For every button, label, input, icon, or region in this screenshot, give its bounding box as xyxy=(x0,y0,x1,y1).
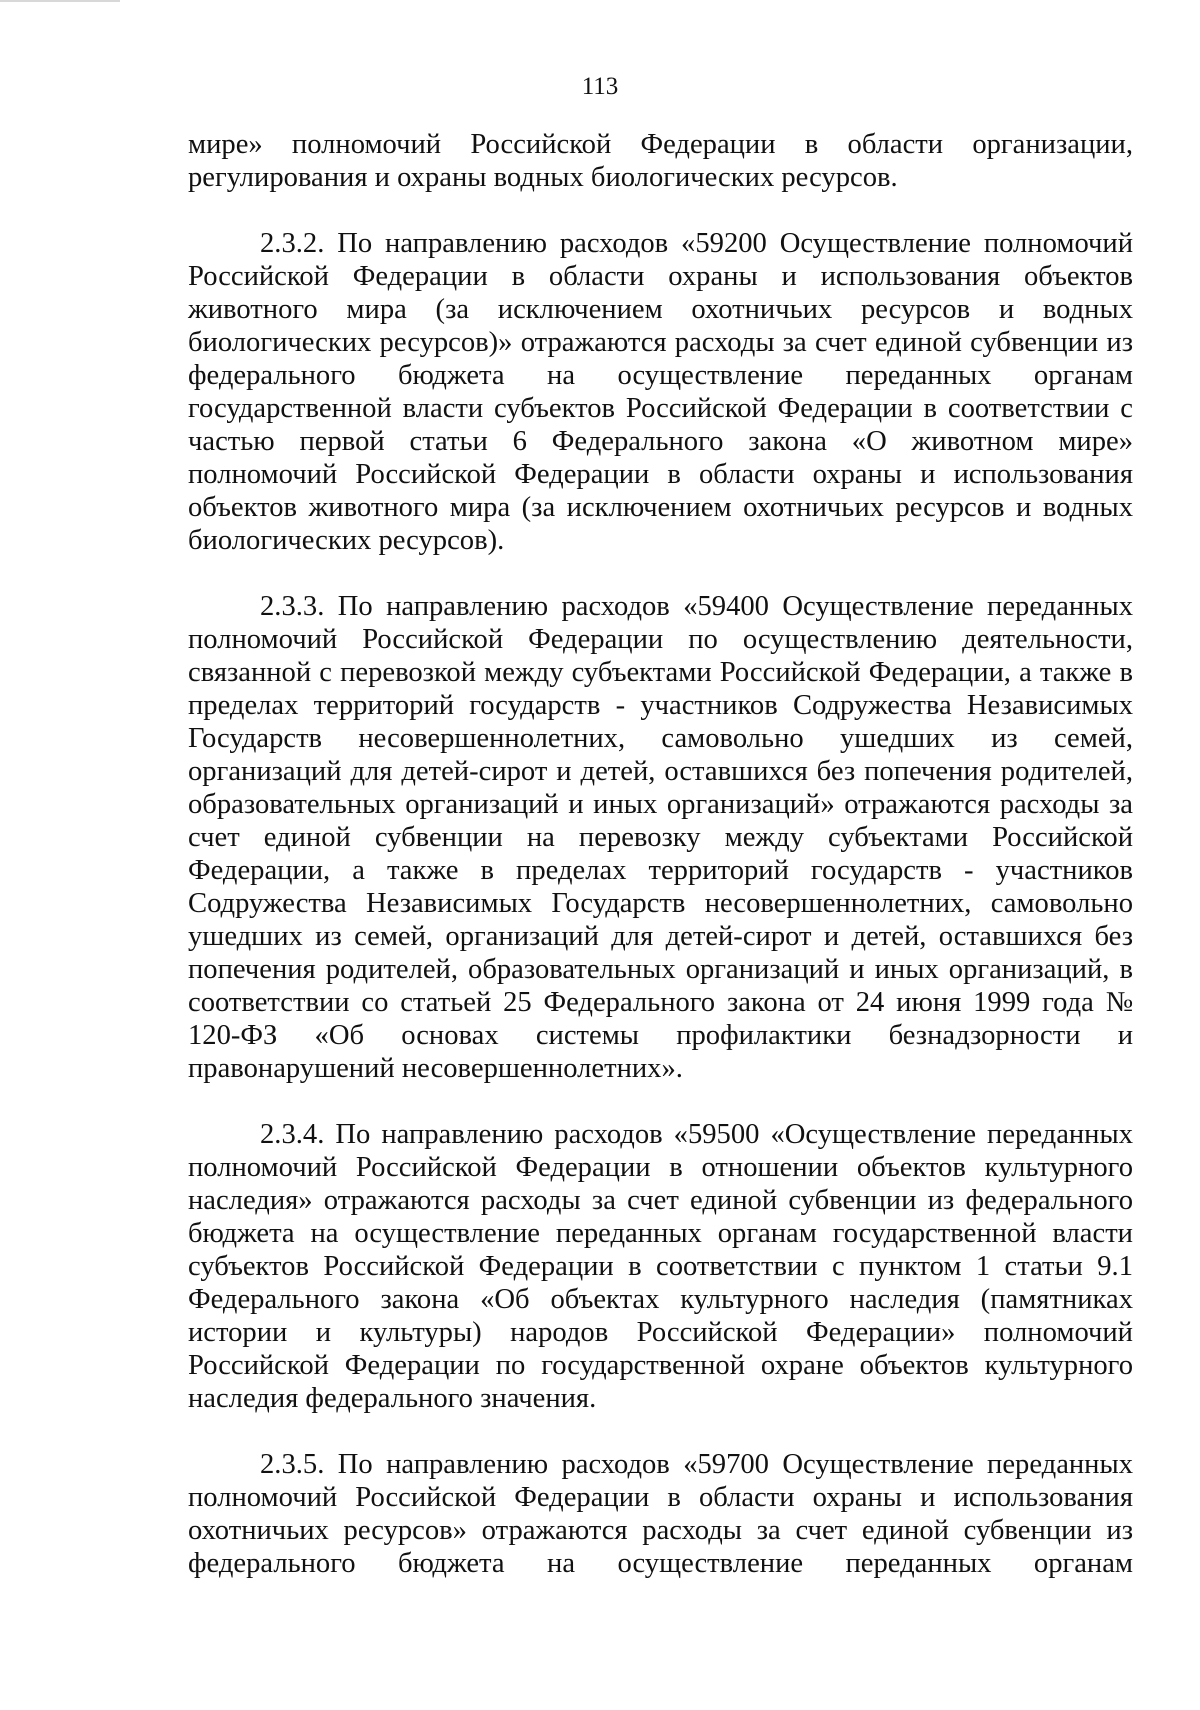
paragraph-2-3-5: 2.3.5. По направлению расходов «59700 Осуществление переданных полномочий Российской Федерации в области охраны и использования охотничьих ресурсов» отражаются расходы за счет единой субвенции из федерального бюджета на осуществление переданных органам xyxy=(188,1449,1133,1579)
paragraph-2-3-4: 2.3.4. По направлению расходов «59500 «Осуществление переданных полномочий Российской Федерации в отношении объектов культурного наследия» отражаются расходы за счет единой субвенции из федерального бюджета на осуществление переданных органам государственной власти субъектов Российской Федерации в соответствии с пунктом 1 статьи 9.1 Федерального закона «Об объектах культурного наследия (памятниках истории и культуры) народов Российской Федерации» полномочий Российской Федерации по государственной охране объектов культурного наследия федерального значения. xyxy=(188,1119,1133,1414)
page-number: 113 xyxy=(581,73,619,100)
paragraph-2-3-2: 2.3.2. По направлению расходов «59200 Осуществление полномочий Российской Федерации в области охраны и использования объектов животного мира (за исключением охотничьих ресурсов и водных биологических ресурсов)» отражаются расходы за счет единой субвенции из федерального бюджета на осуществление переданных органам государственной власти субъектов Российской Федерации в соответствии с частью первой статьи 6 Федерального закона «О животном мире» полномочий Российской Федерации в области охраны и использования объектов животного мира (за исключением охотничьих ресурсов и водных биологических ресурсов). xyxy=(188,228,1133,556)
scan-edge-mark xyxy=(0,0,120,2)
paragraph-2-3-3: 2.3.3. По направлению расходов «59400 Осуществление переданных полномочий Российской Федерации по осуществлению деятельности, связанной с перевозкой между субъектами Российской Федерации, а также в пределах территорий государств - участников Содружества Независимых Государств несовершеннолетних, самовольно ушедших из семей, организаций для детей-сирот и детей, оставшихся без попечения родителей, образовательных организаций и иных организаций» отражаются расходы за счет единой субвенции на перевозку между субъектами Российской Федерации, а также в пределах территорий государств - участников Содружества Независимых Государств несовершеннолетних, самовольно ушедших из семей, организаций для детей-сирот и детей, оставшихся без попечения родителей, образовательных организаций и иных организаций, в соответствии со статьей 25 Федерального закона от 24 июня 1999 года № 120-ФЗ «Об основах системы профилактики безнадзорности и правонарушений несовершеннолетних». xyxy=(188,591,1133,1084)
document-body xyxy=(188,128,1133,1580)
paragraph-continuation: мире» полномочий Российской Федерации в области организации, регулирования и охраны водных биологических ресурсов. xyxy=(188,129,1133,193)
